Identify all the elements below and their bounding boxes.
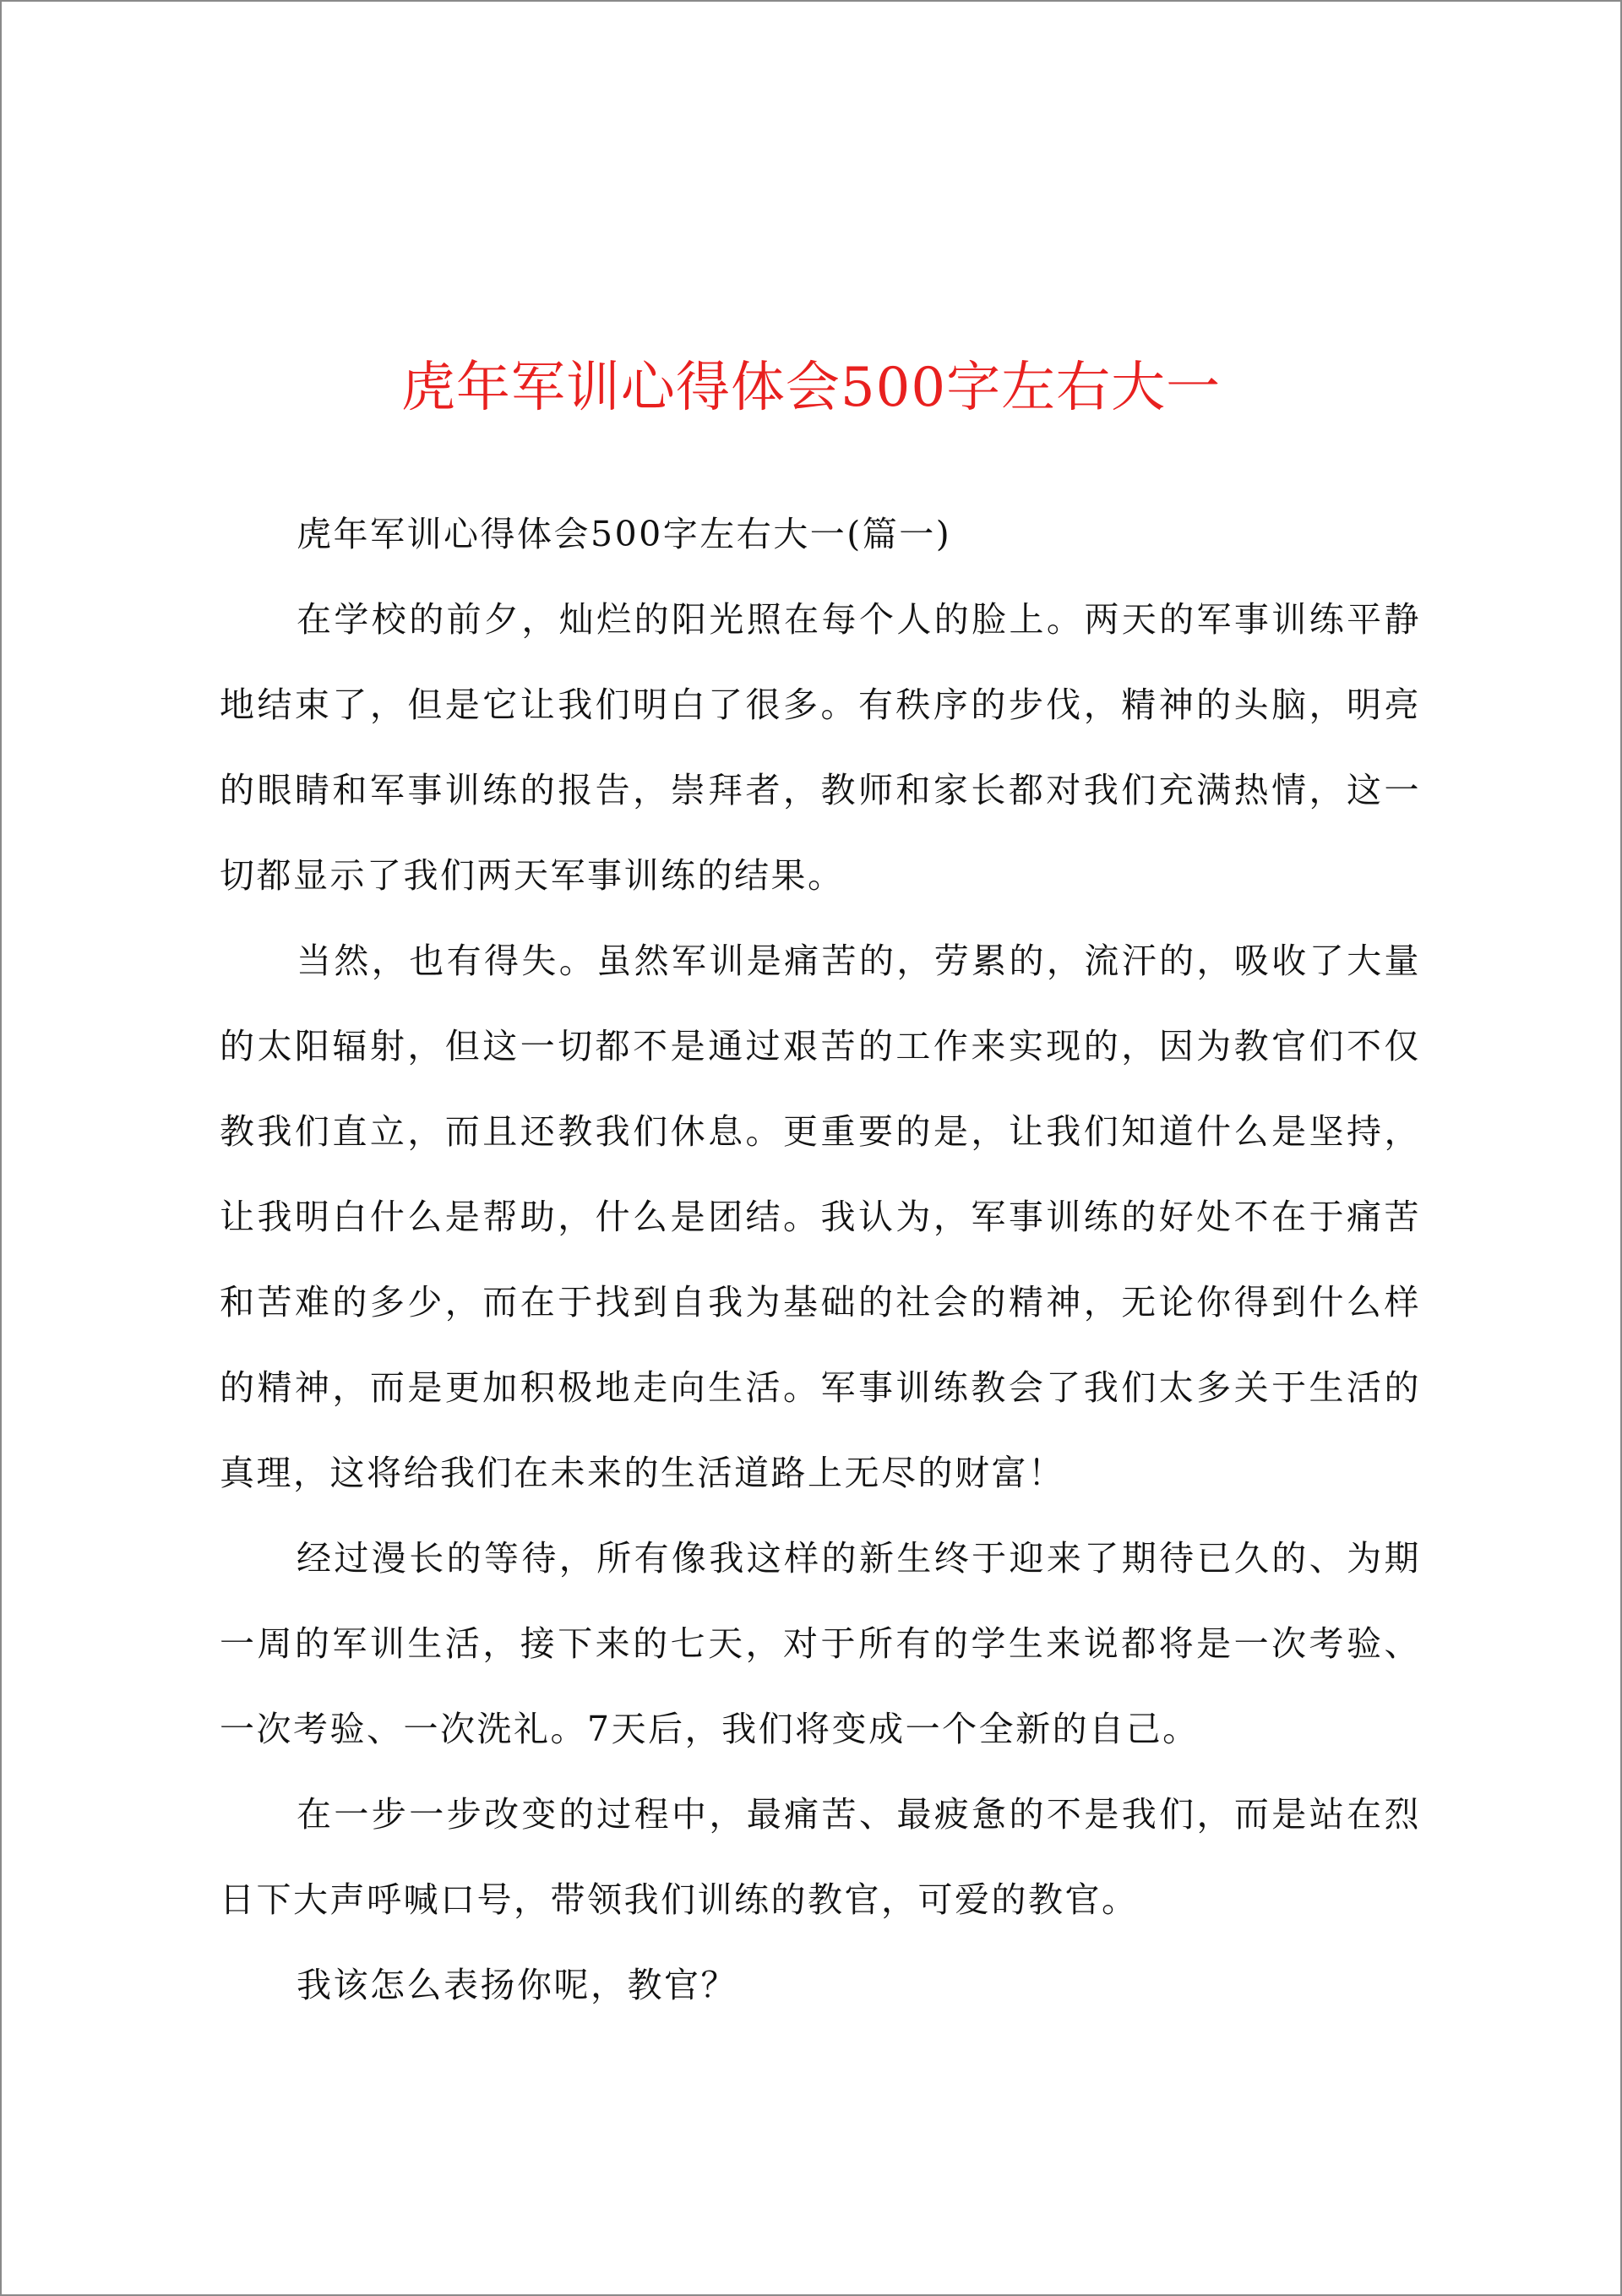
- paragraph: 我该怎么表扬你呢，教官？: [297, 1965, 738, 2005]
- paragraph: 当然，也有得失。虽然军训是痛苦的，劳累的，流汗的，吸收了大量的太阳辐射，但这一切都不是通过艰苦的工作来实现的，因为教官们不仅教我们直立，而且还教我们休息。更重要的是，让我们知道什么是坚持，让我明白什么是帮助，什么是团结。我认为，军事训练的好处不在于痛苦和苦难的多少，而在于找到自我为基础的社会的精神，无论你得到什么样的精神，而是更加积极地走向生活。军事训练教会了我们太多关于生活的真理，这将给我们在未来的生活道路上无尽的财富！: [220, 941, 1421, 1493]
- paragraph: 在学校的前夕，灿烂的阳光照在每个人的脸上。两天的军事训练平静地结束了，但是它让我们明白了很多。有秩序的步伐，精神的头脑，明亮的眼睛和军事训练的报告，崇拜者，教师和家长都对我们充满热情，这一切都显示了我们两天军事训练的结果。: [220, 599, 1421, 896]
- paragraph: 在一步一步改变的过程中，最痛苦、最疲惫的不是我们，而是站在烈日下大声呼喊口号，带领我们训练的教官，可爱的教官。: [220, 1794, 1421, 1920]
- paragraph: 经过漫长的等待，所有像我这样的新生终于迎来了期待已久的、为期一周的军训生活，接下来的七天，对于所有的学生来说都将是一次考验、一次考验、一次洗礼。7天后，我们将变成一个全新的自己。: [220, 1538, 1421, 1749]
- paragraph-subtitle: 虎年军训心得体会500字左右大一(篇一): [297, 514, 952, 554]
- document-title: 虎年军训心得体会500字左右大一: [400, 357, 1222, 419]
- document-body: [220, 492, 1421, 2028]
